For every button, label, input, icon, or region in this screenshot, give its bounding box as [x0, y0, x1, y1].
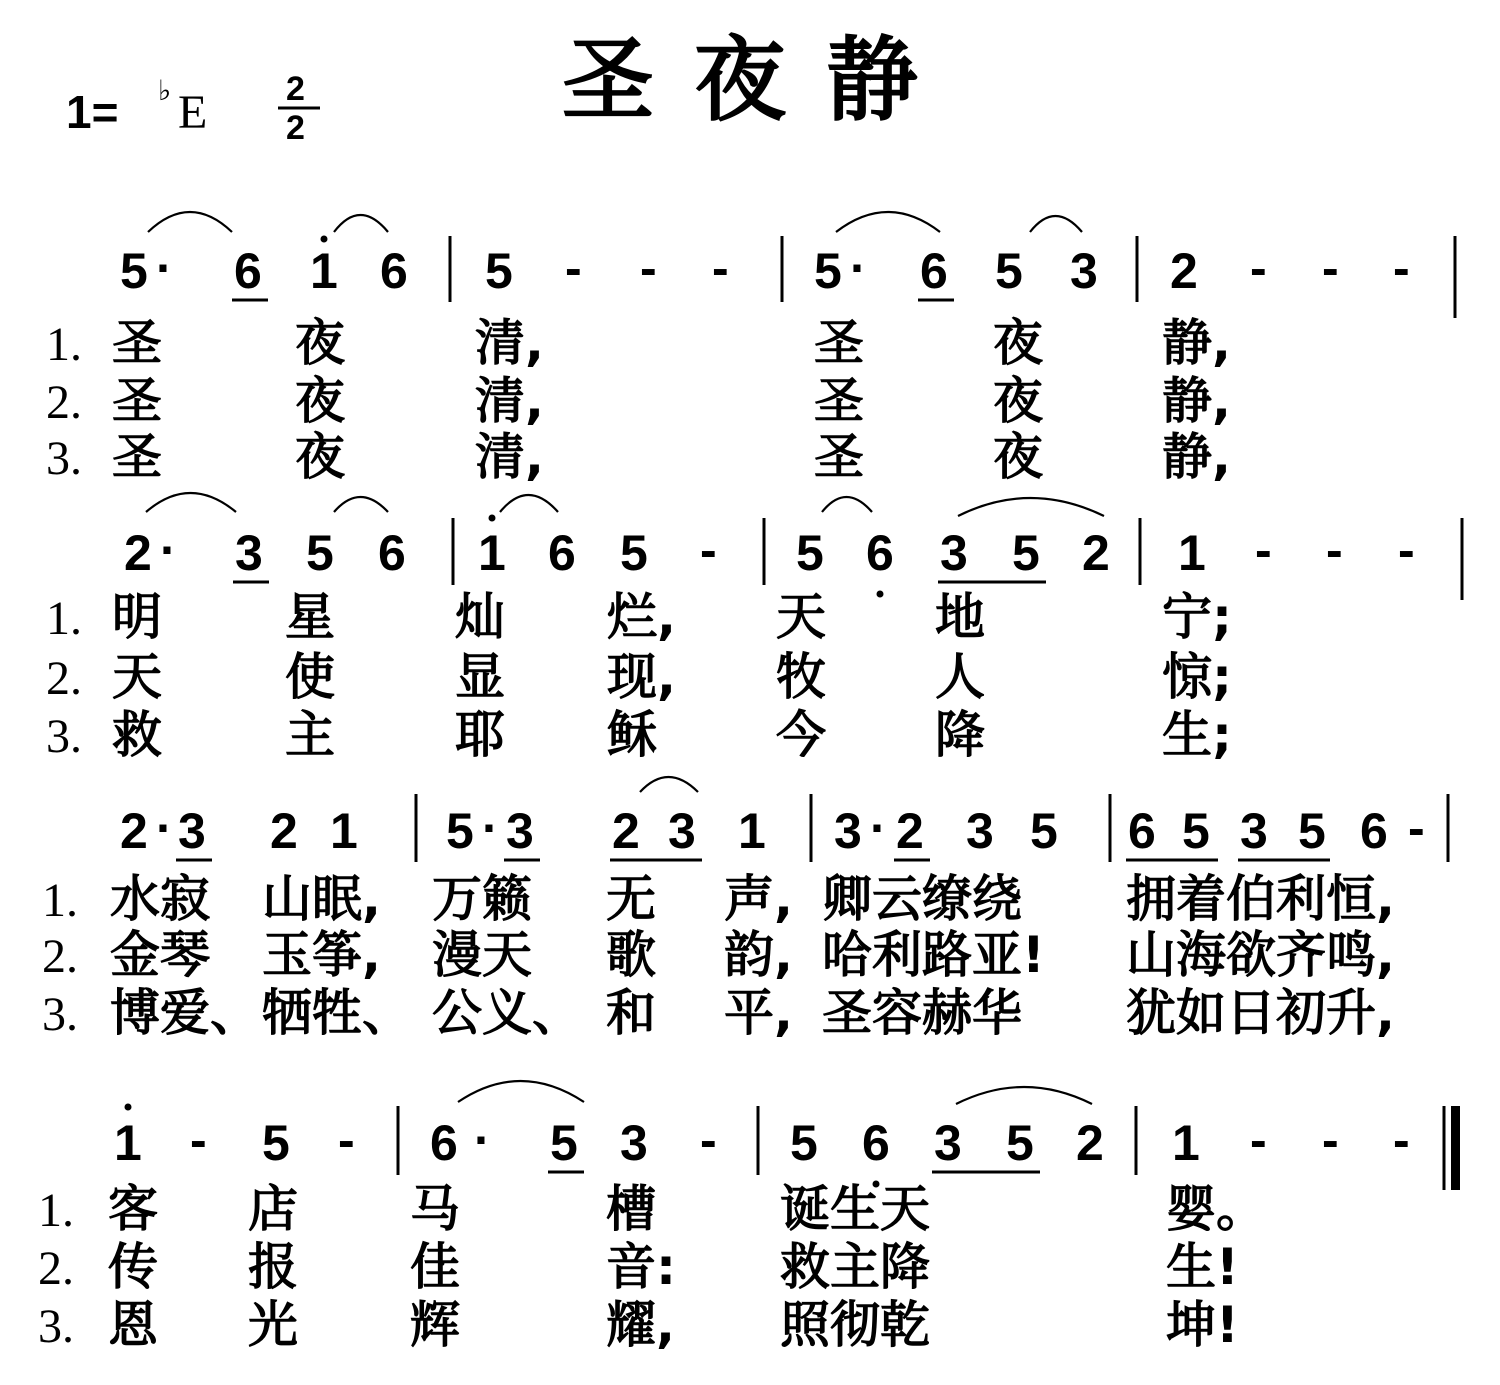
lyric: 人 — [935, 648, 985, 706]
lyric: 夜 — [993, 428, 1043, 486]
note: 5 — [995, 243, 1023, 299]
note: 5 — [1012, 525, 1040, 581]
note: 2 — [270, 803, 298, 859]
note: 5 — [1006, 1115, 1034, 1171]
note: 5 — [262, 1115, 290, 1171]
high-octave-dot — [489, 515, 496, 522]
lyric: 现, — [607, 648, 676, 706]
lyric: 佳 — [410, 1238, 460, 1296]
slur — [958, 498, 1104, 516]
verse-number: 3. — [42, 988, 78, 1041]
note: 5 — [620, 525, 648, 581]
lyric: 清, — [475, 314, 544, 372]
slur — [836, 212, 940, 232]
note: 6 — [548, 525, 576, 581]
lyric: 照彻乾 — [780, 1296, 930, 1354]
note: 3 — [940, 525, 968, 581]
lyric: 圣 — [814, 372, 864, 430]
page-title: 圣夜静 — [561, 27, 959, 134]
lyric: 主 — [285, 706, 335, 764]
lyric: 耶 — [455, 706, 505, 764]
dash: - — [1326, 522, 1343, 578]
final-barline-thick — [1451, 1106, 1460, 1190]
lyric: 卿云缭绕 — [822, 870, 1022, 928]
note: 6 — [862, 1115, 890, 1171]
lyric: 烂, — [607, 588, 676, 646]
note: 1 — [738, 803, 766, 859]
verse-number: 2. — [46, 652, 82, 705]
verse-number: 2. — [42, 930, 78, 983]
lyric: 圣 — [112, 372, 162, 430]
note: 3 — [668, 803, 696, 859]
lyric: 牧 — [776, 648, 826, 706]
lyric: 声, — [724, 870, 793, 928]
lyric: 漫天 — [432, 926, 532, 984]
dot-mark: · — [156, 800, 173, 856]
lyrics-block-4 — [38, 1180, 1266, 1354]
lyrics-block-1 — [46, 314, 1231, 486]
dot-mark: · — [156, 240, 173, 296]
lyric: 救主降 — [780, 1238, 930, 1296]
verse-number: 3. — [46, 432, 82, 485]
note: 5 — [814, 243, 842, 299]
lyric: 天 — [776, 588, 826, 646]
key-signature — [66, 74, 207, 139]
lyric: 山海欲齐鸣, — [1126, 926, 1395, 984]
lyric: 静, — [1162, 428, 1231, 486]
lyric: 光 — [248, 1296, 298, 1354]
lyric: 显 — [455, 648, 505, 706]
lyric: 夜 — [295, 314, 345, 372]
note: 3 — [1070, 243, 1098, 299]
note: 5 — [1182, 803, 1210, 859]
lyric: 天 — [112, 648, 162, 706]
notation-row-3 — [120, 777, 1448, 862]
lyric: 夜 — [295, 428, 345, 486]
slur — [822, 497, 872, 512]
lyric: 音: — [606, 1238, 676, 1296]
note: 6 — [234, 243, 262, 299]
note: 1 — [330, 803, 358, 859]
lyric: 坤! — [1166, 1296, 1239, 1354]
notation-row-1 — [120, 212, 1455, 318]
lyric: 今 — [776, 706, 826, 764]
slur — [956, 1087, 1092, 1104]
note: 6 — [378, 525, 406, 581]
note: 3 — [178, 803, 206, 859]
lyric: 使 — [285, 648, 335, 706]
dash: - — [712, 240, 729, 296]
dash: - — [1255, 522, 1272, 578]
lyric: 无 — [606, 870, 656, 928]
lyrics-block-3 — [42, 870, 1395, 1042]
note: 1 — [478, 525, 506, 581]
dot-mark: · — [474, 1112, 491, 1168]
dash: - — [338, 1112, 355, 1168]
dash: - — [1393, 1112, 1410, 1168]
lyric: 圣 — [112, 428, 162, 486]
note: 5 — [796, 525, 824, 581]
lyric: 夜 — [993, 372, 1043, 430]
note: 2 — [896, 803, 924, 859]
verse-number: 2. — [38, 1242, 74, 1295]
verse-number: 3. — [46, 710, 82, 763]
verse-number: 1. — [46, 592, 82, 645]
note: 2 — [612, 803, 640, 859]
lyric: 哈利路亚! — [822, 926, 1045, 984]
lyric: 犹如日初升, — [1126, 984, 1395, 1042]
lyric: 万籁 — [432, 870, 532, 928]
slur — [146, 493, 236, 512]
lyric: 平, — [724, 984, 793, 1042]
lyric: 圣 — [814, 314, 864, 372]
lyric: 玉筝, — [262, 926, 381, 984]
lyric: 静, — [1162, 372, 1231, 430]
lyric: 山眠, — [262, 870, 381, 928]
note: 2 — [1082, 525, 1110, 581]
dash: - — [640, 240, 657, 296]
note: 5 — [446, 803, 474, 859]
time-signature-bottom: 2 — [286, 109, 305, 147]
note: 1 — [114, 1115, 142, 1171]
note: 6 — [380, 243, 408, 299]
lyric: 传 — [108, 1238, 158, 1296]
dash: - — [1322, 240, 1339, 296]
verse-number: 1. — [46, 318, 82, 371]
note: 2 — [120, 803, 148, 859]
note: 6 — [430, 1115, 458, 1171]
time-signature — [278, 70, 320, 147]
lyric: 韵, — [724, 926, 793, 984]
note: 5 — [1298, 803, 1326, 859]
slur — [334, 215, 388, 232]
slur — [640, 777, 698, 792]
dash: - — [1393, 240, 1410, 296]
lyric: 耀, — [606, 1296, 675, 1354]
time-signature-top: 2 — [286, 70, 305, 108]
note: 2 — [1076, 1115, 1104, 1171]
high-octave-dot — [125, 1104, 132, 1111]
lyric: 槽 — [606, 1180, 656, 1238]
slur — [148, 212, 232, 232]
notation-row-4 — [114, 1081, 1460, 1190]
note: 3 — [620, 1115, 648, 1171]
key-prefix: 1= — [66, 86, 119, 138]
lyric: 博爱、 — [110, 984, 260, 1042]
note: 3 — [966, 803, 994, 859]
verse-number: 2. — [46, 376, 82, 429]
note: 5 — [550, 1115, 578, 1171]
lyric: 降 — [935, 706, 985, 764]
lyric: 恩 — [108, 1296, 158, 1354]
lyric: 客 — [108, 1180, 158, 1238]
note: 3 — [235, 525, 263, 581]
note: 2 — [124, 525, 152, 581]
lyric: 牺牲、 — [262, 984, 412, 1042]
slur — [334, 497, 388, 512]
dash: - — [1398, 522, 1415, 578]
dash: - — [565, 240, 582, 296]
lyric: 马 — [410, 1180, 460, 1238]
dot-mark: · — [870, 800, 887, 856]
high-octave-dot — [321, 236, 328, 243]
low-octave-dot — [877, 591, 884, 598]
dash: - — [700, 522, 717, 578]
lyric: 地 — [935, 588, 985, 646]
note: 3 — [834, 803, 862, 859]
note: 5 — [485, 243, 513, 299]
lyric: 稣 — [607, 706, 657, 764]
lyric: 清, — [475, 372, 544, 430]
note: 6 — [920, 243, 948, 299]
lyric: 生! — [1166, 1238, 1239, 1296]
lyric: 夜 — [295, 372, 345, 430]
note: 3 — [934, 1115, 962, 1171]
note: 5 — [120, 243, 148, 299]
lyric: 和 — [606, 984, 656, 1042]
note: 1 — [310, 243, 338, 299]
slur — [500, 495, 558, 512]
note: 3 — [1240, 803, 1268, 859]
dash: - — [1250, 1112, 1267, 1168]
lyric: 水寂 — [110, 870, 210, 928]
lyric: 诞生天 — [780, 1180, 930, 1238]
note: 5 — [790, 1115, 818, 1171]
lyric: 圣 — [814, 428, 864, 486]
note: 1 — [1178, 525, 1206, 581]
dot-mark: · — [482, 800, 499, 856]
flat-sign: ♭ — [158, 74, 172, 107]
lyric: 明 — [112, 588, 162, 646]
note: 2 — [1170, 243, 1198, 299]
dash: - — [190, 1112, 207, 1168]
note: 5 — [1030, 803, 1058, 859]
lyric: 救 — [112, 706, 162, 764]
lyric: 夜 — [993, 314, 1043, 372]
lyric: 生; — [1162, 706, 1232, 764]
note: 3 — [506, 803, 534, 859]
verse-number: 3. — [38, 1300, 74, 1353]
dot-mark: · — [160, 522, 177, 578]
slur — [1030, 216, 1082, 232]
lyric: 歌 — [606, 926, 656, 984]
note: 1 — [1172, 1115, 1200, 1171]
note: 6 — [1360, 803, 1388, 859]
note: 6 — [1128, 803, 1156, 859]
lyric: 灿 — [455, 588, 505, 646]
dash: - — [1322, 1112, 1339, 1168]
verse-number: 1. — [38, 1184, 74, 1237]
lyrics-block-2 — [46, 588, 1232, 764]
dash: - — [700, 1112, 717, 1168]
lyric: 拥着伯利恒, — [1126, 870, 1395, 928]
dash: - — [1250, 240, 1267, 296]
lyric: 婴。 — [1166, 1180, 1266, 1238]
lyric: 惊; — [1162, 648, 1232, 706]
lyric: 金琴 — [110, 926, 210, 984]
note: 5 — [306, 525, 334, 581]
lyric: 店 — [248, 1180, 298, 1238]
dot-mark: · — [850, 240, 867, 296]
note: 6 — [866, 525, 894, 581]
notation-row-2 — [124, 493, 1462, 600]
verse-number: 1. — [42, 874, 78, 927]
lyric: 圣容赫华 — [822, 984, 1022, 1042]
dash: - — [1408, 800, 1425, 856]
key-note: E — [178, 86, 208, 139]
lyric: 宁; — [1162, 588, 1232, 646]
lyric: 辉 — [410, 1296, 460, 1354]
lyric: 公义、 — [432, 984, 582, 1042]
lyric: 静, — [1162, 314, 1231, 372]
lyric: 星 — [285, 588, 335, 646]
lyric: 圣 — [112, 314, 162, 372]
lyric: 报 — [248, 1238, 298, 1296]
slur — [458, 1081, 584, 1102]
lyric: 清, — [475, 428, 544, 486]
